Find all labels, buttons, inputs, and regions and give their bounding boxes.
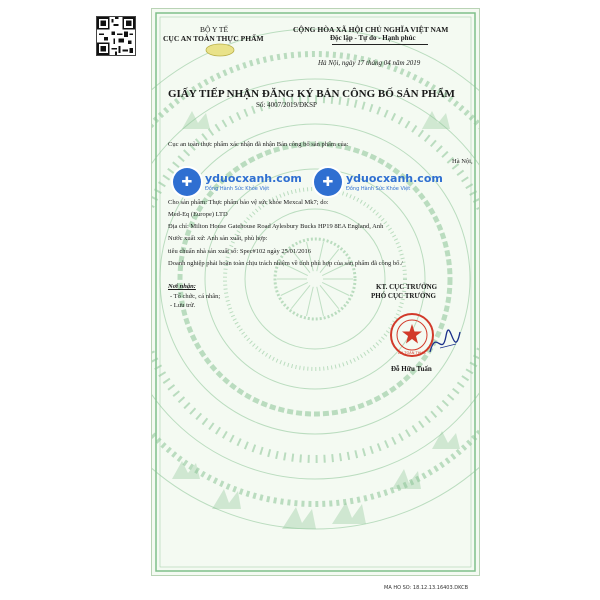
signer-title: KT. CỤC TRƯỞNG: [376, 283, 438, 291]
responsibility-line: Doanh nghiệp phải hoàn toàn chịu trách nhiệm về tính phù hợp của sản phẩm đã công bố./: [168, 260, 403, 267]
signature-icon: [426, 318, 466, 368]
document-number: Số: 4007/2019/ĐKSP: [256, 101, 317, 109]
watermark-right-tagline: Đồng Hành Sức Khỏe Việt: [346, 186, 411, 192]
motto-underline: [332, 44, 428, 45]
watermark-left-name: yduocxanh.com: [205, 172, 302, 185]
department-name: CỤC AN TOÀN THỰC PHẨM: [163, 34, 264, 43]
manufacturer-line: Med-Eq (Europe) LTD: [168, 211, 228, 218]
country-heading: CỘNG HÒA XÃ HỘI CHỦ NGHĨA VIỆT NAM: [293, 25, 449, 34]
qr-code: [96, 16, 136, 56]
dossier-code: MA HO SO: 18.12.13.16403.DKCB: [384, 585, 469, 591]
watermark-left-tagline: Đồng Hành Sức Khỏe Việt: [205, 186, 270, 192]
pharmacy-cross-icon: ✚: [173, 168, 201, 196]
ministry-name: BỘ Y TẾ: [200, 25, 229, 34]
svg-text:AN TOÀN THỰC: AN TOÀN THỰC: [397, 351, 427, 355]
pharmacy-cross-icon: ✚: [314, 168, 342, 196]
document-title: GIẤY TIẾP NHẬN ĐĂNG KÝ BẢN CÔNG BỐ SẢN PHẨM: [168, 88, 455, 100]
drum-ray: [317, 287, 324, 316]
watermark-right: [314, 164, 443, 200]
standard-line: tiêu chuẩn nhà sản xuất số: Spec#102 ngày 25/01/2016: [168, 248, 311, 255]
intro-line-tail: Hà Nội,: [452, 158, 473, 165]
watermark-left: [173, 164, 302, 200]
intro-line: Cục an toàn thực phẩm xác nhận đã nhận Bản công bố sản phẩm của:: [168, 141, 349, 148]
watermark-right-name: yduocxanh.com: [346, 172, 443, 185]
address-line: Địa chỉ: Milton House Gatehouse Road Aylesbury Bucks HP19 8EA England, Anh: [168, 223, 384, 230]
recipient-item: - Tổ chức, cá nhân;: [170, 293, 221, 300]
national-motto: Độc lập - Tự do - Hạnh phúc: [330, 34, 416, 42]
product-line: Cho sản phẩm: Thực phẩm bảo vệ sức khỏe Mexcal Mk7; do:: [168, 199, 329, 206]
signer-name: Đỗ Hữu Tuấn: [391, 365, 432, 373]
drum-ray: [307, 287, 314, 316]
recipient-item: - Lưu trữ.: [170, 302, 196, 309]
signer-position: PHÓ CỤC TRƯỞNG: [371, 292, 436, 300]
recipients-heading: Nơi nhận:: [168, 283, 196, 290]
origin-line: Nước xuất xứ: Anh sản xuất, phù hợp:: [168, 235, 268, 242]
issue-date: Hà Nội, ngày 17 tháng 04 năm 2019: [318, 59, 421, 67]
vfa-logo-icon: [205, 43, 235, 57]
